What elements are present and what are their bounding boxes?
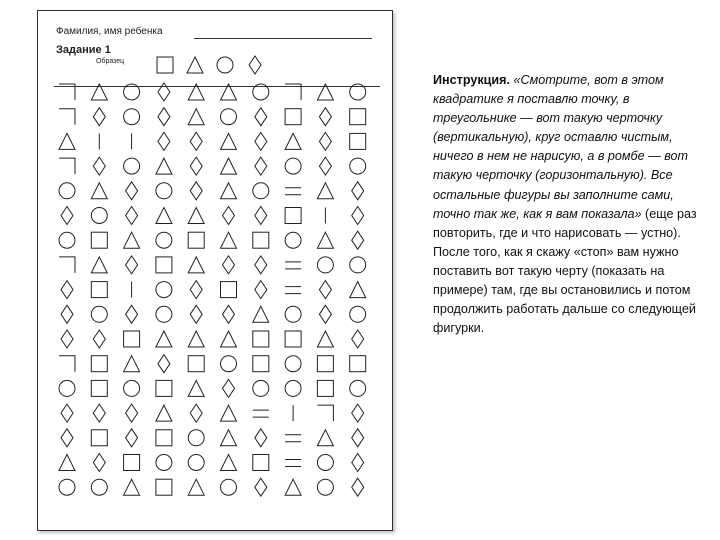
grid-shape-diamond	[319, 108, 331, 126]
grid-shape-hline	[285, 435, 301, 442]
grid-shape-circle	[350, 84, 366, 100]
grid-shape-circle	[317, 479, 333, 495]
grid-shape-diamond	[126, 182, 138, 200]
grid-shape-circle	[350, 306, 366, 322]
grid-shape-diamond	[223, 207, 235, 225]
grid-shape-circle	[317, 455, 333, 471]
grid-shape-square	[285, 208, 301, 224]
grid-shape-triangle	[221, 84, 237, 100]
grid-shape-sqmark	[59, 109, 75, 125]
grid-shape-square	[156, 380, 172, 396]
grid-shape-triangle	[285, 133, 301, 149]
grid-shape-square	[91, 430, 107, 446]
sample-shape-triangle	[187, 57, 203, 73]
grid-shape-triangle	[91, 183, 107, 199]
grid-shape-circle	[124, 84, 140, 100]
grid-shape-square	[350, 109, 366, 125]
grid-shape-triangle	[124, 356, 140, 372]
grid-shape-square	[350, 133, 366, 149]
grid-shape-triangle	[285, 479, 301, 495]
grid-shape-circle	[350, 158, 366, 174]
grid-shape-circle	[221, 109, 237, 125]
grid-shape-square	[285, 331, 301, 347]
grid-shape-diamond	[190, 305, 202, 323]
grid-shape-diamond	[190, 281, 202, 299]
grid-shape-circle	[156, 455, 172, 471]
grid-shape-diamond	[352, 454, 364, 472]
grid-shape-triangle	[317, 183, 333, 199]
grid-shape-square	[91, 232, 107, 248]
grid-shape-diamond	[319, 157, 331, 175]
grid-shape-triangle	[156, 331, 172, 347]
child-name-label: Фамилия, имя ребенка	[56, 26, 163, 37]
grid-shape-square	[91, 356, 107, 372]
grid-shape-square	[156, 257, 172, 273]
grid-shape-diamond	[190, 404, 202, 422]
instruction-rest: (еще раз повторить, где и что нарисовать — устно). После того, как я скажу «стоп» вам нужно поставить вот такую черту (показать на примере) там, где вы остановились и потом продолжить работать дальше со следующей фигурки.	[433, 206, 697, 336]
grid-shape-diamond	[126, 207, 138, 225]
grid-shape-diamond	[126, 305, 138, 323]
grid-shape-circle	[59, 232, 75, 248]
grid-shape-diamond	[93, 404, 105, 422]
grid-shape-triangle	[188, 380, 204, 396]
grid-shape-diamond	[352, 429, 364, 447]
grid-shape-diamond	[158, 355, 170, 373]
grid-shape-diamond	[319, 281, 331, 299]
grid-shape-square	[91, 380, 107, 396]
grid-shape-triangle	[317, 232, 333, 248]
grid-shape-triangle	[221, 232, 237, 248]
grid-shape-diamond	[61, 281, 73, 299]
grid-shape-square	[253, 232, 269, 248]
grid-shape-diamond	[158, 83, 170, 101]
grid-shape-square	[156, 430, 172, 446]
grid-shape-diamond	[255, 256, 267, 274]
grid-shape-diamond	[255, 207, 267, 225]
grid-shape-circle	[350, 380, 366, 396]
grid-shape-diamond	[255, 132, 267, 150]
grid-shape-triangle	[91, 257, 107, 273]
grid-shape-square	[188, 356, 204, 372]
grid-shape-hline	[285, 188, 301, 195]
grid-shape-diamond	[61, 404, 73, 422]
grid-shape-circle	[188, 430, 204, 446]
grid-shape-triangle	[188, 331, 204, 347]
grid-shape-diamond	[223, 305, 235, 323]
grid-shape-triangle	[188, 208, 204, 224]
grid-shape-circle	[124, 380, 140, 396]
grid-shape-triangle	[124, 232, 140, 248]
sample-shape-diamond	[249, 56, 261, 74]
grid-shape-diamond	[223, 379, 235, 397]
grid-shape-triangle	[221, 455, 237, 471]
instruction-title: Инструкция.	[433, 73, 510, 87]
grid-shape-triangle	[188, 479, 204, 495]
grid-shape-diamond	[93, 454, 105, 472]
grid-shape-diamond	[190, 132, 202, 150]
grid-shape-diamond	[190, 157, 202, 175]
grid-shape-diamond	[93, 157, 105, 175]
grid-shape-sqmark	[59, 356, 75, 372]
grid-shape-square	[253, 455, 269, 471]
grid-shape-circle	[285, 158, 301, 174]
grid-shape-circle	[253, 380, 269, 396]
grid-shape-diamond	[61, 429, 73, 447]
grid-shape-diamond	[255, 157, 267, 175]
grid-shape-sqmark	[59, 257, 75, 273]
grid-shape-diamond	[352, 330, 364, 348]
worksheet-page	[37, 10, 393, 531]
grid-shape-square	[253, 356, 269, 372]
grid-shape-square	[188, 232, 204, 248]
grid-shape-triangle	[188, 84, 204, 100]
grid-shape-circle	[221, 479, 237, 495]
grid-shape-square	[124, 455, 140, 471]
grid-shape-diamond	[255, 478, 267, 496]
grid-shape-circle	[91, 479, 107, 495]
grid-shape-triangle	[317, 331, 333, 347]
grid-shape-square	[350, 356, 366, 372]
shapes-grid	[38, 11, 392, 530]
grid-shape-triangle	[91, 84, 107, 100]
sample-label: Образец	[96, 58, 125, 65]
grid-shape-diamond	[190, 182, 202, 200]
grid-shape-triangle	[156, 158, 172, 174]
grid-shape-hline	[253, 410, 269, 417]
grid-shape-square	[253, 331, 269, 347]
grid-shape-circle	[91, 306, 107, 322]
grid-shape-circle	[59, 380, 75, 396]
grid-shape-triangle	[221, 331, 237, 347]
grid-shape-diamond	[352, 404, 364, 422]
instruction-quote: «Смотрите, вот в этом квадратике я поставлю точку, в треугольнике — вот такую черточку (вертикальную), круг оставлю чистым, ничего в нем не нарисую, а в ромбе — вот такую черточку (горизонтальную). Все остальные фигуры вы заполните сами, точно так же, как я вам показала»	[433, 73, 689, 221]
grid-shape-square	[156, 479, 172, 495]
grid-shape-sqmark	[285, 84, 301, 100]
grid-shape-triangle	[156, 405, 172, 421]
grid-shape-sqmark	[59, 84, 75, 100]
grid-shape-diamond	[319, 132, 331, 150]
grid-shape-square	[317, 380, 333, 396]
grid-shape-diamond	[93, 330, 105, 348]
grid-shape-square	[317, 356, 333, 372]
grid-shape-diamond	[93, 108, 105, 126]
grid-shape-circle	[91, 208, 107, 224]
grid-shape-diamond	[126, 256, 138, 274]
grid-shape-circle	[317, 257, 333, 273]
grid-shape-hline	[285, 460, 301, 467]
grid-shape-triangle	[317, 430, 333, 446]
grid-shape-sqmark	[59, 158, 75, 174]
grid-shape-diamond	[255, 281, 267, 299]
grid-shape-circle	[124, 109, 140, 125]
grid-shape-diamond	[255, 429, 267, 447]
grid-shape-triangle	[188, 109, 204, 125]
grid-shape-circle	[188, 455, 204, 471]
grid-shape-circle	[59, 183, 75, 199]
grid-shape-diamond	[158, 132, 170, 150]
grid-shape-triangle	[221, 183, 237, 199]
task-title: Задание 1	[56, 44, 111, 56]
instruction-text	[433, 71, 703, 338]
grid-shape-diamond	[352, 231, 364, 249]
grid-shape-circle	[285, 380, 301, 396]
grid-shape-triangle	[188, 257, 204, 273]
grid-shape-triangle	[59, 455, 75, 471]
sample-shape-square	[157, 57, 173, 73]
grid-shape-circle	[156, 282, 172, 298]
grid-shape-diamond	[352, 207, 364, 225]
grid-shape-diamond	[255, 108, 267, 126]
grid-shape-triangle	[156, 208, 172, 224]
grid-shape-square	[285, 109, 301, 125]
grid-shape-triangle	[221, 158, 237, 174]
grid-shape-sqmark	[317, 405, 333, 421]
grid-shape-circle	[156, 232, 172, 248]
grid-shape-triangle	[59, 133, 75, 149]
grid-shape-circle	[285, 356, 301, 372]
grid-shape-diamond	[61, 207, 73, 225]
grid-shape-triangle	[317, 84, 333, 100]
grid-shape-circle	[253, 84, 269, 100]
grid-shape-circle	[59, 479, 75, 495]
grid-shape-diamond	[126, 404, 138, 422]
grid-shape-circle	[221, 356, 237, 372]
grid-shape-circle	[253, 183, 269, 199]
grid-shape-circle	[285, 232, 301, 248]
grid-shape-square	[124, 331, 140, 347]
grid-shape-triangle	[350, 282, 366, 298]
grid-shape-circle	[156, 183, 172, 199]
grid-shape-diamond	[61, 330, 73, 348]
grid-shape-triangle	[221, 405, 237, 421]
grid-shape-circle	[156, 306, 172, 322]
grid-shape-diamond	[352, 182, 364, 200]
grid-shape-triangle	[253, 306, 269, 322]
grid-shape-hline	[285, 262, 301, 269]
grid-shape-triangle	[221, 430, 237, 446]
grid-shape-diamond	[319, 305, 331, 323]
grid-shape-hline	[285, 287, 301, 294]
grid-shape-diamond	[158, 108, 170, 126]
grid-shape-diamond	[61, 305, 73, 323]
grid-shape-triangle	[124, 479, 140, 495]
grid-shape-square	[91, 282, 107, 298]
grid-shape-circle	[350, 257, 366, 273]
sample-shape-circle	[217, 57, 233, 73]
grid-shape-diamond	[126, 429, 138, 447]
grid-shape-diamond	[352, 478, 364, 496]
grid-shape-square	[221, 282, 237, 298]
grid-shape-triangle	[221, 133, 237, 149]
grid-shape-circle	[285, 306, 301, 322]
grid-shape-circle	[124, 158, 140, 174]
grid-shape-diamond	[223, 256, 235, 274]
